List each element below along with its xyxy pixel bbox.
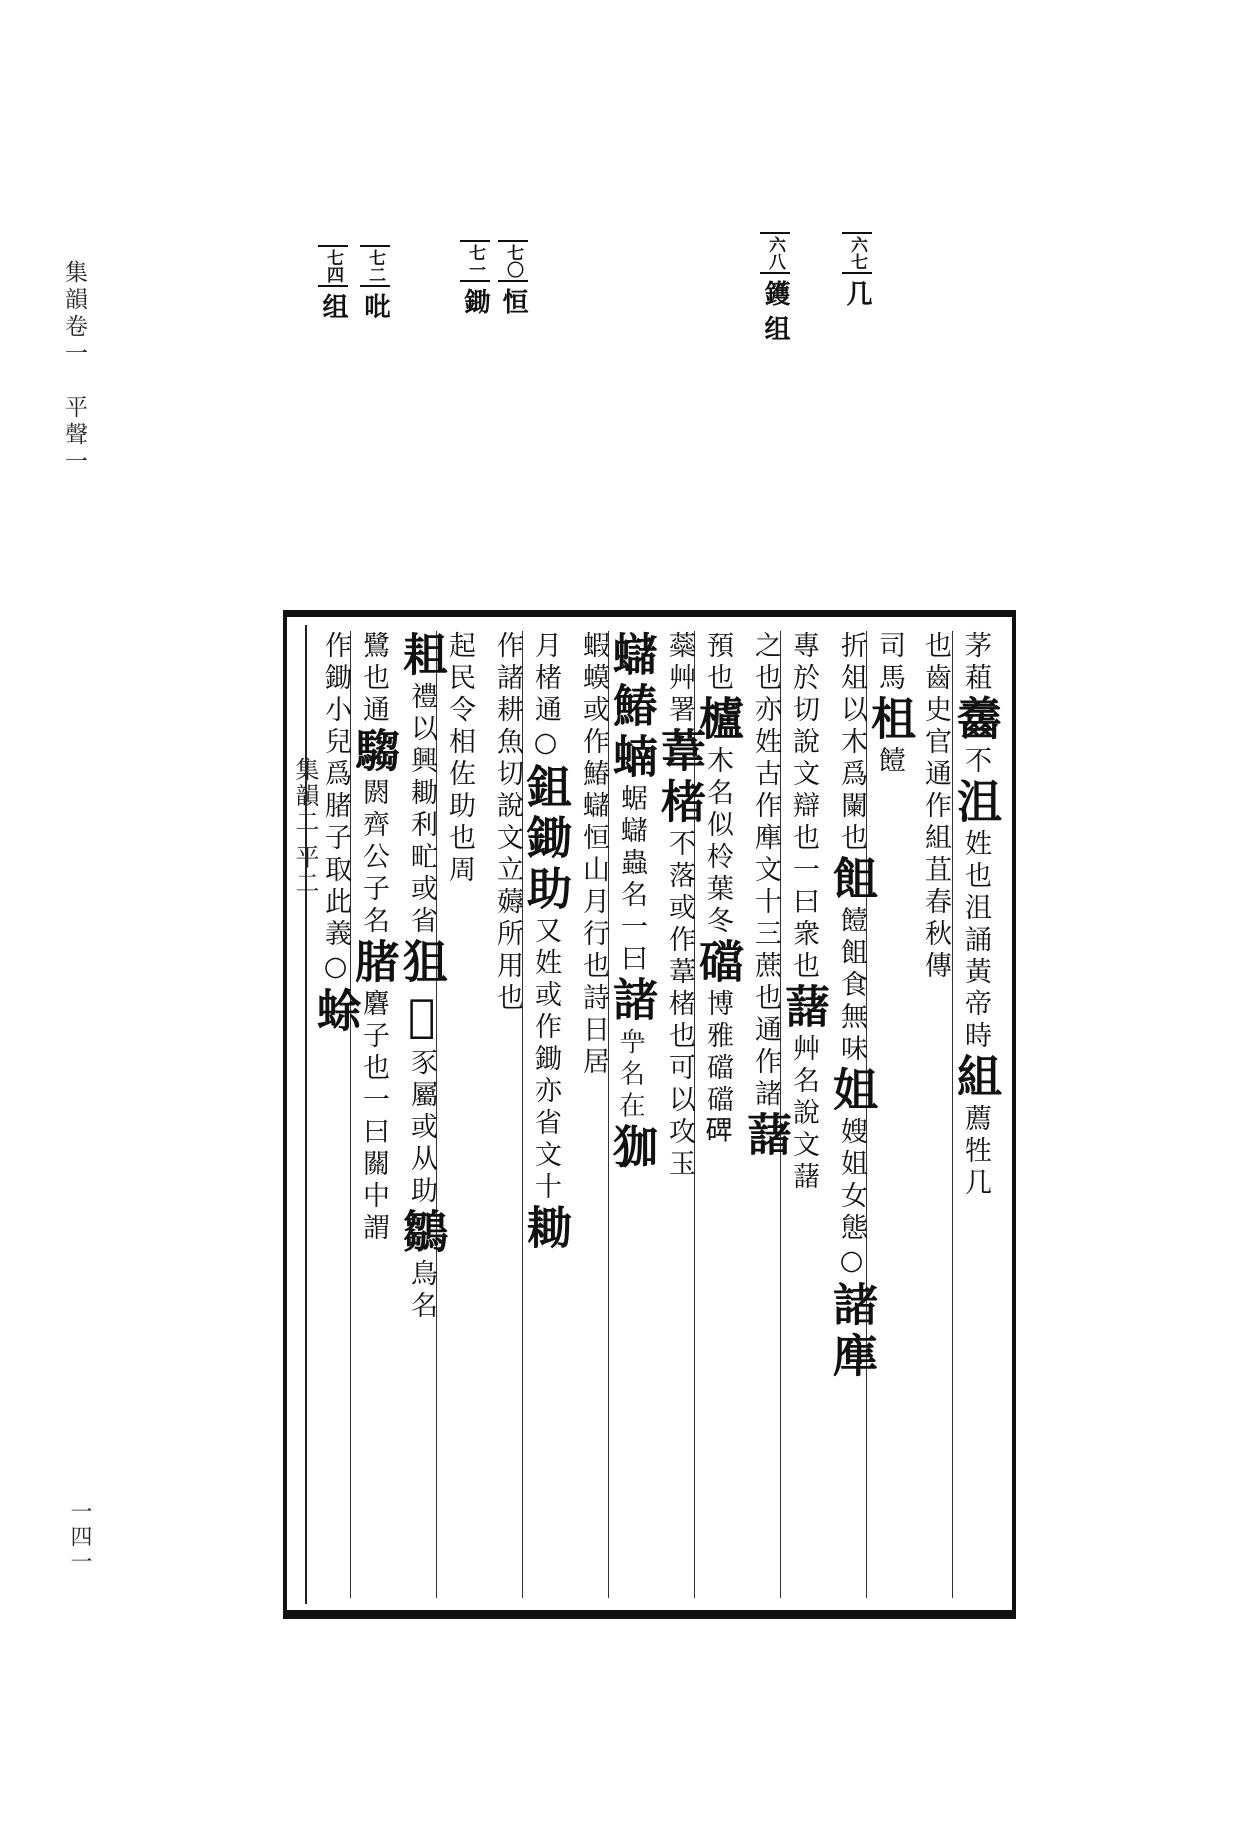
note-number: 七〇 <box>498 240 528 282</box>
note-number: 六七 <box>842 232 872 274</box>
text-column: 耝禮以興耡利甿或省狙𧴨豕屬或从助鶵鳥名 <box>395 631 448 1323</box>
text-column: 鷺也通騶閼齊公子名䐗麏子也一曰關中謂 <box>350 631 396 1598</box>
text-panel <box>283 610 1016 1619</box>
note-72 <box>360 245 390 319</box>
note-67 <box>842 232 872 306</box>
text-column: 作諸耕魚切說文立薅所用也 <box>492 631 523 1015</box>
note-number: 七一 <box>460 240 490 282</box>
text-column: 專於切說文辯也一曰衆也藷艸名說文藷 <box>780 631 826 1598</box>
text-column: 預也櫨木名似柃葉冬礑博雅礑礑𥓓 <box>694 631 740 1598</box>
note-70 <box>498 240 528 314</box>
note-text: 恒 <box>498 288 528 314</box>
margin-title: 集韻卷一 平聲一 <box>61 260 87 476</box>
note-text: 鋤 <box>460 288 490 314</box>
panel-columns <box>309 623 1002 1606</box>
text-column: 司馬柤饐 <box>866 631 912 1598</box>
note-number: 六八 <box>760 232 790 274</box>
note-text: 几 <box>842 280 872 306</box>
text-column: 茅蒩齹不沮姓也沮誦黃帝時組薦牲几 <box>952 631 998 1598</box>
text-column: 折俎以木爲闌也飷饐飷食無味姐嫂姐女態○諸㢑 <box>825 631 878 1383</box>
note-74 <box>318 245 348 319</box>
note-number: 七二 <box>360 245 390 287</box>
text-column: 起民令相佐助也周 <box>436 631 482 1598</box>
note-68 <box>760 232 790 341</box>
text-column: 月楮通○鉏鋤助又姓或作鋤亦省文十耡 <box>522 631 568 1598</box>
note-71 <box>460 240 490 314</box>
text-column: 蝦蟆或作鰆蠩恒山月行也詩日居 <box>578 631 609 1079</box>
text-column: 蠩鰆蝻蜛蠩蟲名一曰諸𧖧名在㹢 <box>608 631 654 1598</box>
note-text: 鑊 组 <box>760 280 790 342</box>
note-text: 吡 <box>360 293 390 319</box>
text-column: 蘂艸署葦楮不落或作葦楮也可以攻玉 <box>653 631 706 1181</box>
margin-page-number: 一四一 <box>67 1500 92 1575</box>
note-text: 组 <box>318 293 348 319</box>
note-number: 七四 <box>318 245 348 287</box>
spine-label: 集韻二 平二 <box>291 757 319 897</box>
text-column: 也齒史官通作組苴春秋傳 <box>920 631 951 983</box>
text-column: 作鋤小兒爲䐗子取此義○蜍 <box>309 631 362 1038</box>
text-column: 之也亦姓古作㢑文十三蔗也通作諸藷 <box>739 631 792 1162</box>
